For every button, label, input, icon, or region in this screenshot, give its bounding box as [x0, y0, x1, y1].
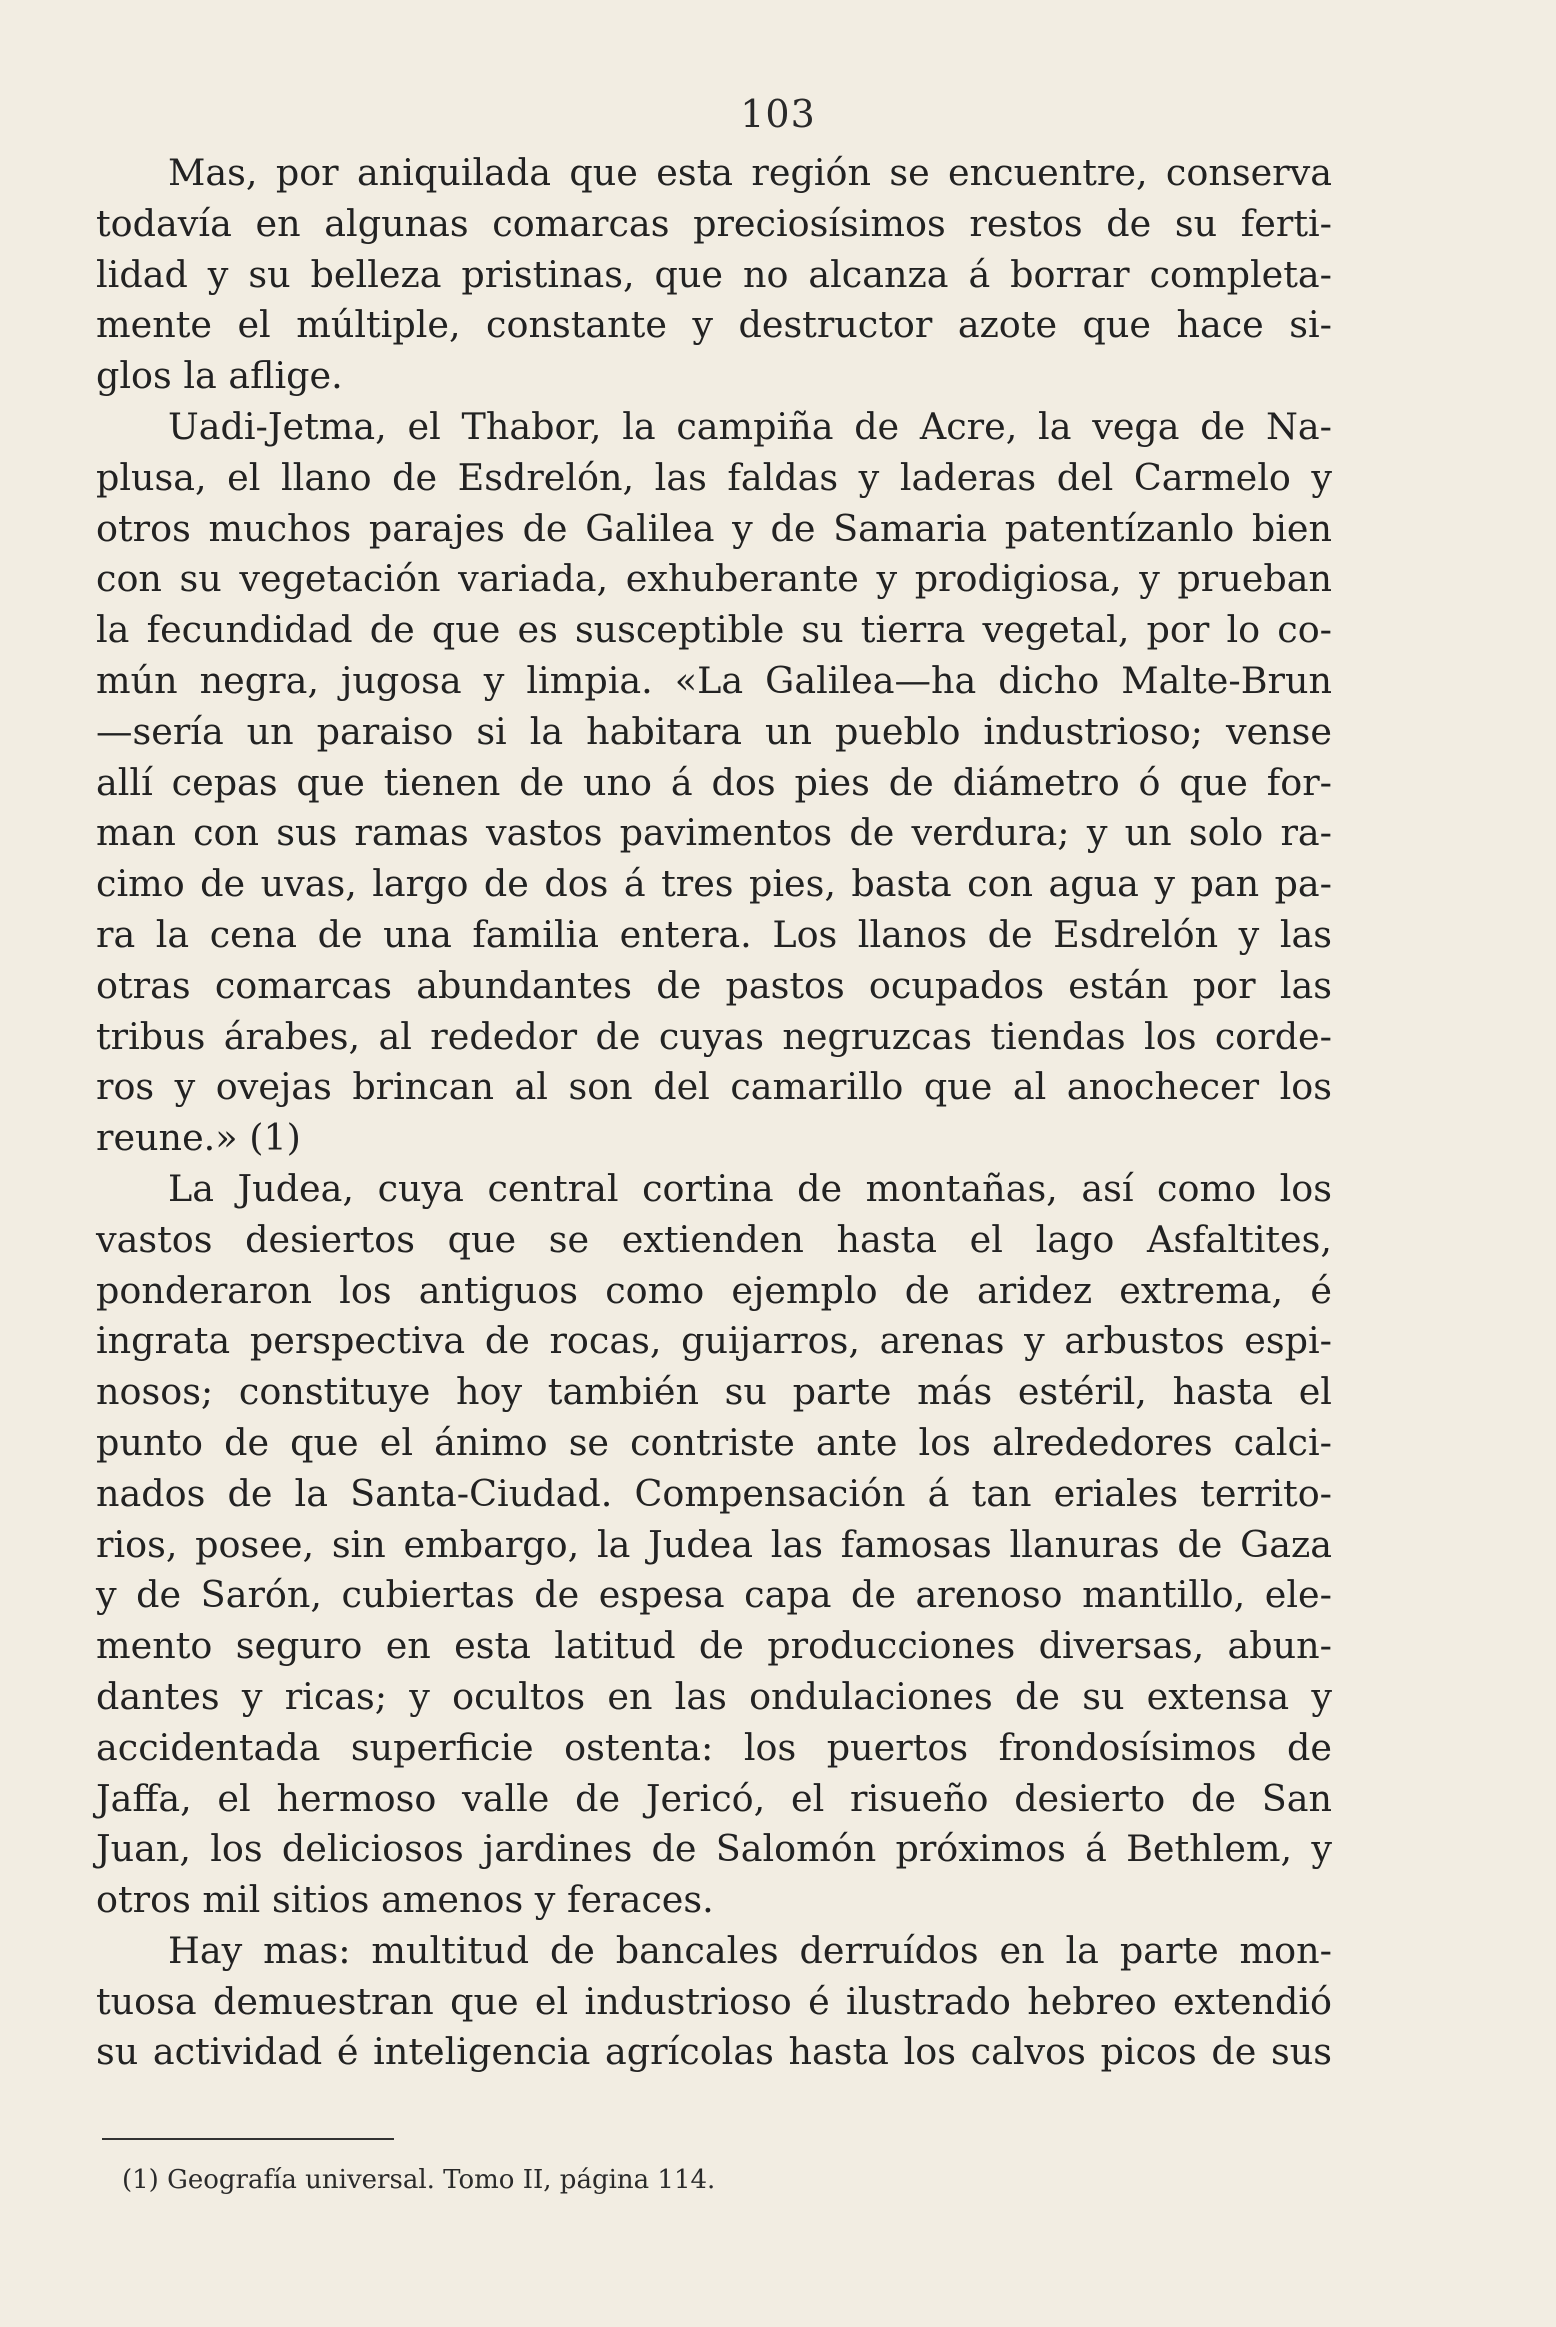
- footnote: (1) Geografía universal. Tomo II, página 114.: [122, 2165, 716, 2195]
- text-line: —sería un paraiso si la habitara un pueblo industrioso; vense: [96, 709, 1332, 753]
- text-line: la fecundidad de que es susceptible su tierra vegetal, por lo co-: [96, 608, 1332, 652]
- text-line: ingrata perspectiva de rocas, guijarros, arenas y arbustos espi-: [96, 1319, 1332, 1363]
- text-line: cimo de uvas, largo de dos á tres pies, basta con agua y pan pa-: [96, 862, 1332, 906]
- text-line: Uadi-Jetma, el Thabor, la campiña de Acre, la vega de Na-: [168, 404, 1332, 448]
- text-line: mún negra, jugosa y limpia. «La Galilea—ha dicho Malte-Brun: [96, 658, 1332, 702]
- text-line: todavía en algunas comarcas preciosísimos restos de su ferti-: [96, 201, 1332, 245]
- text-line: con su vegetación variada, exhuberante y prodigiosa, y prueban: [96, 557, 1332, 601]
- text-line: y de Sarón, cubiertas de espesa capa de arenoso mantillo, ele-: [96, 1573, 1332, 1617]
- text-line: Juan, los deliciosos jardines de Salomón próximos á Bethlem, y: [96, 1827, 1332, 1871]
- text-line: Mas, por aniquilada que esta región se encuentre, conserva: [168, 151, 1332, 194]
- text-line: lidad y su belleza pristinas, que no alcanza á borrar completa-: [96, 252, 1332, 296]
- body-text: [96, 148, 1332, 2078]
- text-line: mento seguro en esta latitud de producciones diversas, abun-: [96, 1624, 1332, 1668]
- text-line: mente el múltiple, constante y destructor azote que hace si-: [96, 303, 1332, 347]
- text-line: su actividad é inteligencia agrícolas hasta los calvos picos de sus: [96, 2030, 1332, 2074]
- text-line: Jaffa, el hermoso valle de Jericó, el risueño desierto de San: [96, 1776, 1332, 1820]
- text-line: otros mil sitios amenos y feraces.: [96, 1878, 714, 1922]
- text-line: otras comarcas abundantes de pastos ocupados están por las: [96, 963, 1332, 1007]
- text-line: ra la cena de una familia entera. Los llanos de Esdrelón y las: [96, 912, 1332, 956]
- text-line: ponderaron los antiguos como ejemplo de aridez extrema, é: [96, 1268, 1332, 1312]
- text-line: nosos; constituye hoy también su parte más estéril, hasta el: [96, 1370, 1332, 1414]
- text-line: La Judea, cuya central cortina de montañas, así como los: [168, 1166, 1332, 1210]
- text-line: ros y ovejas brincan al son del camarillo que al anochecer los: [96, 1065, 1332, 1109]
- text-line: glos la aflige.: [96, 354, 343, 398]
- text-line: accidentada superficie ostenta: los puertos frondosísimos de: [96, 1725, 1332, 1769]
- text-line: allí cepas que tienen de uno á dos pies de diámetro ó que for-: [96, 760, 1332, 804]
- page-number: 103: [740, 92, 816, 136]
- text-line: rios, posee, sin embargo, la Judea las famosas llanuras de Gaza: [96, 1522, 1332, 1566]
- text-line: tribus árabes, al rededor de cuyas negruzcas tiendas los corde-: [96, 1014, 1332, 1058]
- text-line: plusa, el llano de Esdrelón, las faldas y laderas del Carmelo y: [96, 455, 1332, 499]
- text-line: dantes y ricas; y ocultos en las ondulaciones de su extensa y: [96, 1674, 1332, 1718]
- footnote-rule: [102, 2138, 394, 2140]
- text-line: man con sus ramas vastos pavimentos de verdura; y un solo ra-: [96, 811, 1332, 855]
- text-line: Hay mas: multitud de bancales derruídos en la parte mon-: [168, 1928, 1332, 1972]
- text-line: nados de la Santa-Ciudad. Compensación á tan eriales territo-: [96, 1471, 1332, 1515]
- text-line: reune.» (1): [96, 1116, 301, 1160]
- text-line: vastos desiertos que se extienden hasta el lago Asfaltites,: [96, 1217, 1332, 1261]
- text-line: tuosa demuestran que el industrioso é ilustrado hebreo extendió: [96, 1979, 1332, 2023]
- text-line: punto de que el ánimo se contriste ante los alrededores calci-: [96, 1420, 1332, 1464]
- text-line: otros muchos parajes de Galilea y de Samaria patentízanlo bien: [96, 506, 1332, 550]
